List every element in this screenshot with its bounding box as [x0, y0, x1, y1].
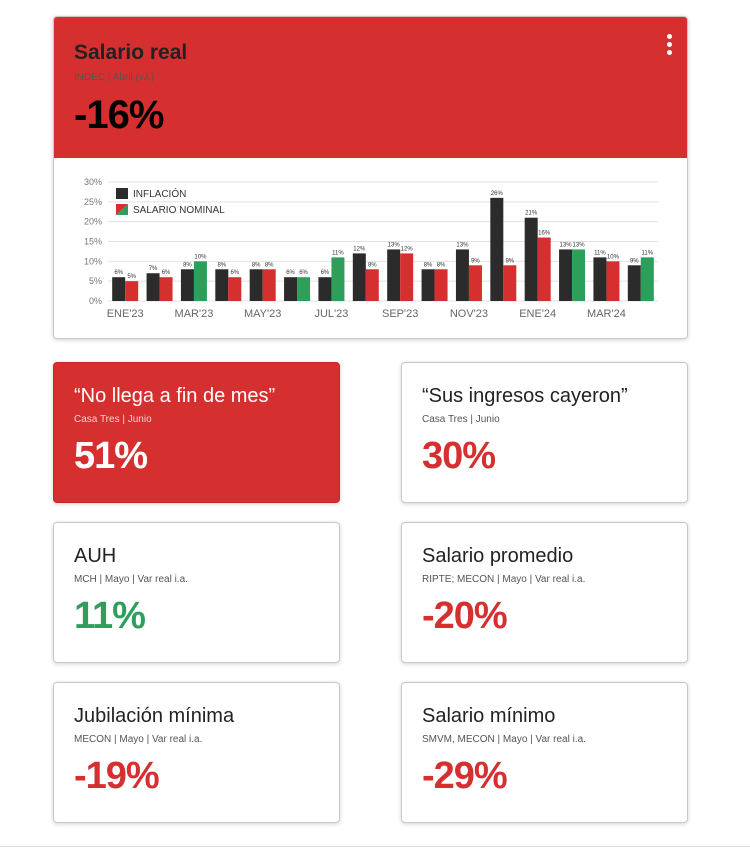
card-value: 11%	[74, 595, 145, 637]
jubilacion-minima-card	[53, 682, 340, 823]
data-label: 6%	[299, 270, 308, 277]
card-source: RIPTE; MECON | Mayo | Var real i.a.	[422, 574, 586, 585]
x-tick-label: NOV'23	[449, 308, 489, 320]
data-label: 11%	[594, 250, 606, 257]
card-title: “No llega a fin de mes”	[74, 385, 276, 407]
data-label: 8%	[264, 262, 274, 269]
bar-inflacion	[525, 218, 538, 301]
bar-inflacion	[387, 249, 400, 301]
bar-inflacion	[422, 269, 435, 301]
data-label: 13%	[456, 242, 469, 249]
bar-inflacion	[559, 249, 572, 301]
bar-inflacion	[112, 277, 125, 301]
auh-card	[53, 522, 340, 663]
bar-inflacion	[284, 277, 297, 301]
data-label: 9%	[505, 258, 515, 265]
x-tick-label: JUL'23	[314, 308, 349, 320]
data-label: 6%	[161, 270, 171, 277]
ingresos-cayeron-card	[401, 362, 688, 503]
y-tick-label: 10%	[83, 256, 102, 267]
card-value: 30%	[422, 435, 496, 477]
card-value: -29%	[422, 755, 507, 797]
bar-salario-nominal	[572, 249, 585, 301]
card-title: Salario promedio	[422, 545, 574, 567]
bar-inflacion	[181, 269, 194, 301]
x-tick-label: MAY'23	[244, 308, 282, 320]
data-label: 8%	[183, 262, 192, 269]
data-label: 6%	[114, 270, 124, 277]
bar-salario-nominal	[194, 261, 207, 301]
data-label: 8%	[423, 262, 433, 269]
data-label: 8%	[217, 262, 227, 269]
card-title: Salario mínimo	[422, 705, 556, 727]
data-label: 13%	[387, 242, 400, 249]
card-title: Jubilación mínima	[74, 705, 235, 727]
x-tick-label: MAR'23	[174, 308, 214, 320]
legend-label: INFLACIÓN	[133, 189, 187, 200]
bar-salario-nominal	[641, 257, 654, 301]
legend-label: SALARIO NOMINAL	[133, 205, 225, 216]
data-label: 8%	[251, 262, 261, 269]
bar-inflacion	[250, 269, 263, 301]
y-tick-label: 25%	[83, 196, 102, 207]
bar-salario-nominal	[228, 277, 241, 301]
bar-salario-nominal	[538, 238, 551, 301]
data-label: 16%	[538, 230, 551, 237]
data-label: 13%	[559, 242, 572, 249]
data-label: 8%	[436, 262, 446, 269]
data-label: 10%	[606, 254, 619, 261]
x-tick-label: ENE'23	[106, 308, 144, 320]
bar-salario-nominal	[400, 253, 413, 301]
data-label: 6%	[320, 270, 330, 277]
bar-salario-nominal	[606, 261, 619, 301]
card-source: Casa Tres | Junio	[74, 414, 152, 425]
data-label: 11%	[332, 250, 344, 257]
bar-inflacion	[490, 198, 503, 301]
card-title: AUH	[74, 545, 117, 567]
bar-salario-nominal	[160, 277, 173, 301]
data-label: 21%	[525, 210, 538, 217]
card-source: SMVM, MECON | Mayo | Var real i.a.	[422, 734, 586, 745]
bar-inflacion	[318, 277, 331, 301]
data-label: 26%	[490, 190, 503, 197]
bar-salario-nominal	[469, 265, 482, 301]
salario-real-header	[54, 17, 687, 158]
data-label: 5%	[127, 274, 137, 281]
no-llega-fin-de-mes-card	[53, 362, 340, 503]
data-label: 13%	[572, 242, 585, 249]
data-label: 9%	[629, 258, 639, 265]
bar-salario-nominal	[125, 281, 138, 301]
card-value: -16%	[74, 93, 164, 137]
bar-inflacion	[147, 273, 160, 301]
card-source: Casa Tres | Junio	[422, 414, 500, 425]
data-label: 9%	[471, 258, 480, 265]
data-label: 11%	[641, 250, 654, 257]
bar-salario-nominal	[331, 257, 344, 301]
data-label: 10%	[194, 254, 207, 261]
card-title: Salario real	[74, 41, 188, 64]
bar-inflacion	[456, 249, 469, 301]
data-label: 6%	[230, 270, 240, 277]
bar-salario-nominal	[435, 269, 448, 301]
salario-promedio-card	[401, 522, 688, 663]
data-label: 8%	[367, 262, 377, 269]
salario-minimo-card	[401, 682, 688, 823]
y-tick-label: 0%	[88, 296, 102, 306]
bar-salario-nominal	[503, 265, 516, 301]
bar-salario-nominal	[366, 269, 379, 301]
card-source: MECON | Mayo | Var real i.a.	[74, 734, 203, 745]
card-source: MCH | Mayo | Var real i.a.	[74, 574, 188, 585]
x-tick-label: SEP'23	[382, 308, 419, 320]
y-tick-label: 5%	[88, 276, 102, 287]
y-tick-label: 30%	[83, 177, 102, 187]
card-source: INDEC | Abril (v.i.)	[74, 72, 155, 83]
bar-salario-nominal	[263, 269, 276, 301]
bar-inflacion	[593, 257, 606, 301]
y-tick-label: 15%	[83, 236, 102, 247]
salario-real-card	[53, 16, 688, 339]
x-tick-label: MAR'24	[587, 308, 626, 320]
inflation-salary-chart	[54, 158, 688, 339]
x-tick-label: ENE'24	[519, 308, 557, 320]
legend-swatch-inflacion	[116, 188, 128, 199]
card-value: 51%	[74, 435, 148, 477]
card-title: “Sus ingresos cayeron”	[422, 385, 628, 407]
bar-inflacion	[628, 265, 641, 301]
data-label: 6%	[286, 270, 295, 277]
bar-inflacion	[215, 269, 228, 301]
data-label: 12%	[353, 246, 366, 253]
bar-inflacion	[353, 253, 366, 301]
data-label: 12%	[400, 246, 413, 253]
bar-salario-nominal	[297, 277, 310, 301]
page-divider	[0, 846, 750, 847]
data-label: 7%	[148, 266, 158, 273]
y-tick-label: 20%	[83, 216, 102, 227]
more-vertical-icon[interactable]	[667, 34, 673, 56]
card-value: -20%	[422, 595, 507, 637]
card-value: -19%	[74, 755, 159, 797]
